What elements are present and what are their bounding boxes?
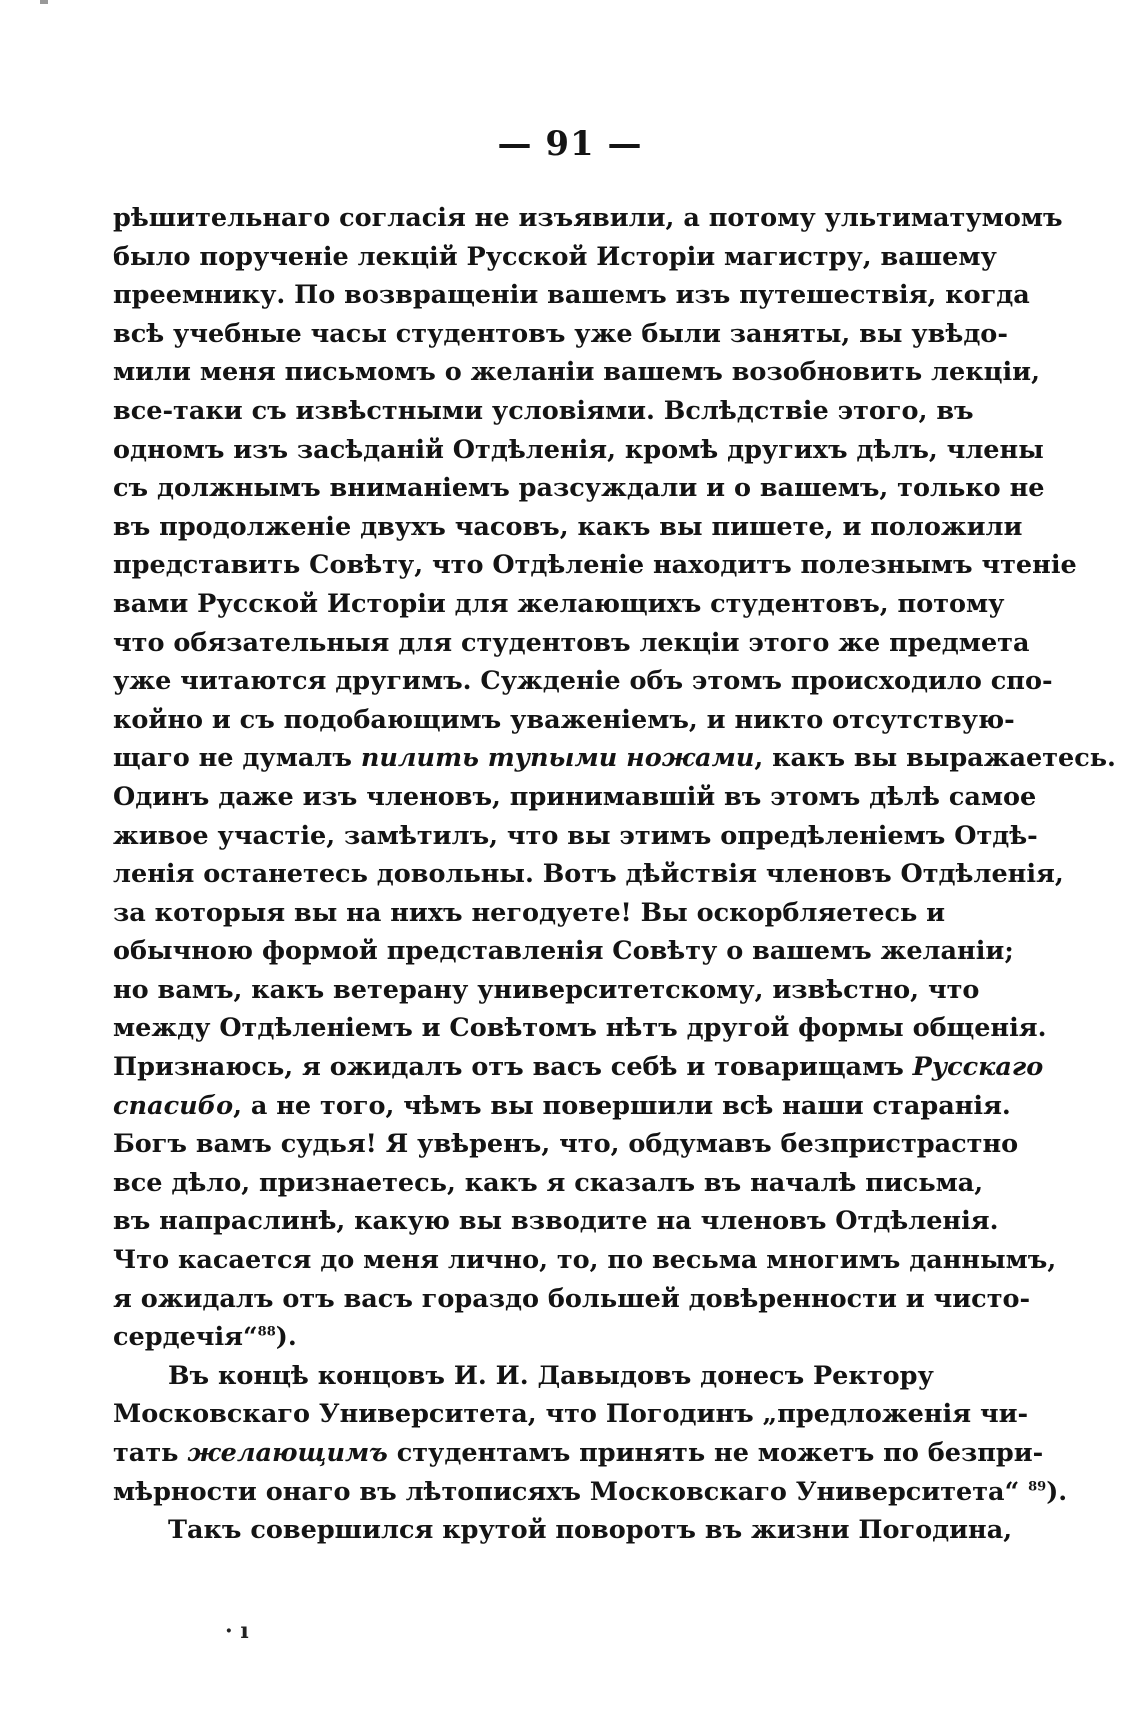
- text-line: обычною формой представленія Совѣту о вашемъ желаніи;: [113, 936, 1014, 967]
- text-line: все-таки съ извѣстными условіями. Вслѣдствіе этого, въ: [113, 395, 974, 426]
- text-line: ленія останетесь довольны. Вотъ дѣйствія членовъ Отдѣленія,: [113, 859, 1064, 890]
- scan-marks: · ı: [225, 1618, 249, 1644]
- text-line: между Отдѣленіемъ и Совѣтомъ нѣтъ другой формы общенія.: [113, 1013, 1047, 1044]
- text-line: было порученіе лекцій Русской Исторіи магистру, вашему: [113, 241, 997, 272]
- text-line: рѣшительнаго согласія не изъявили, а потому ультиматумомъ: [113, 203, 1063, 233]
- text-line: [113, 1087, 1011, 1126]
- footnote-ref: 88: [257, 1324, 276, 1340]
- text-run: , а не того, чѣмъ вы повершили всѣ наши старанія.: [233, 1090, 1011, 1121]
- text-line: все дѣло, признаетесь, какъ я сказалъ въ началѣ письма,: [113, 1167, 984, 1198]
- text-run: ).: [1046, 1476, 1068, 1507]
- text-line: койно и съ подобающимъ уваженіемъ, и никто отсутствую-: [113, 704, 1015, 735]
- text-line: [113, 1434, 1044, 1473]
- text-run: Признаюсь, я ожидалъ отъ васъ себѣ и товарищамъ: [113, 1052, 913, 1083]
- footnote-ref: 89: [1028, 1479, 1047, 1495]
- text-line: съ должнымъ вниманіемъ разсуждали и о вашемъ, только не: [113, 473, 1045, 504]
- italic-phrase: спасибо: [113, 1090, 234, 1121]
- text-run: мѣрности онаго въ лѣтописяхъ Московскаго Университета“: [113, 1476, 1020, 1507]
- text-line: Что касается до меня лично, то, по весьма многимъ даннымъ,: [113, 1245, 1057, 1276]
- text-line: что обязательныя для студентовъ лекціи этого же предмета: [113, 627, 1030, 658]
- text-line: Въ концѣ концовъ И. И. Давыдовъ донесъ Ректору: [168, 1360, 934, 1391]
- text-line: я ожидалъ отъ васъ гораздо большей довѣренности и чисто-: [113, 1283, 1031, 1314]
- page-number: — 91 —: [497, 124, 643, 164]
- text-line: Богъ вамъ судья! Я увѣренъ, что, обдумавъ безпристрастно: [113, 1129, 1019, 1160]
- text-line: [113, 1048, 1044, 1087]
- italic-phrase: желающимъ: [187, 1438, 388, 1468]
- text-line: за которыя вы на нихъ негодуете! Вы оскорбляетесь и: [113, 897, 946, 928]
- text-line: Такъ совершился крутой поворотъ въ жизни Погодина,: [168, 1515, 1013, 1546]
- text-line: Московскаго Университета, что Погодинъ „предложенія чи-: [113, 1399, 1029, 1430]
- main-text: [113, 199, 1116, 1550]
- text-line: уже читаются другимъ. Сужденіе объ этомъ происходило спо-: [113, 666, 1053, 697]
- text-line: вами Русской Исторіи для желающихъ студентовъ, потому: [113, 588, 1005, 619]
- text-line: одномъ изъ засѣданій Отдѣленія, кромѣ другихъ дѣлъ, члены: [113, 434, 1044, 465]
- text-line: преемнику. По возвращеніи вашемъ изъ путешествія, когда: [113, 280, 1030, 311]
- text-run: тать: [113, 1438, 188, 1468]
- text-line: всѣ учебные часы студентовъ уже были заняты, вы увѣдо-: [113, 318, 1008, 349]
- text-line: въ продолженіе двухъ часовъ, какъ вы пишете, и положили: [113, 511, 1023, 542]
- text-line: живое участіе, замѣтилъ, что вы этимъ опредѣленіемъ Отдѣ-: [113, 820, 1038, 851]
- scan-speck: [40, 0, 48, 4]
- text-line: [113, 1318, 913, 1357]
- text-line: Одинъ даже изъ членовъ, принимавшій въ этомъ дѣлѣ самое: [113, 781, 1037, 812]
- text-run: студентамъ принять не можетъ по безпри-: [387, 1438, 1044, 1468]
- italic-phrase: пилить тупыми ножами: [360, 743, 755, 774]
- text-run: ).: [275, 1322, 297, 1353]
- text-line: мили меня письмомъ о желаніи вашемъ возобновить лекціи,: [113, 357, 1040, 388]
- text-run: щаго не думалъ: [113, 743, 361, 774]
- italic-phrase: Русскаго: [912, 1052, 1044, 1083]
- text-line: [113, 739, 1116, 778]
- text-line: но вамъ, какъ ветерану университетскому, извѣстно, что: [113, 974, 980, 1005]
- text-line: въ напраслинѣ, какую вы взводите на членовъ Отдѣленія.: [113, 1206, 999, 1237]
- text-line: представить Совѣту, что Отдѣленіе находитъ полезнымъ чтеніе: [113, 550, 1077, 581]
- text-line: [113, 1473, 1068, 1512]
- text-run: сердечія“: [113, 1322, 258, 1353]
- text-run: , какъ вы выражаетесь.: [754, 743, 1116, 774]
